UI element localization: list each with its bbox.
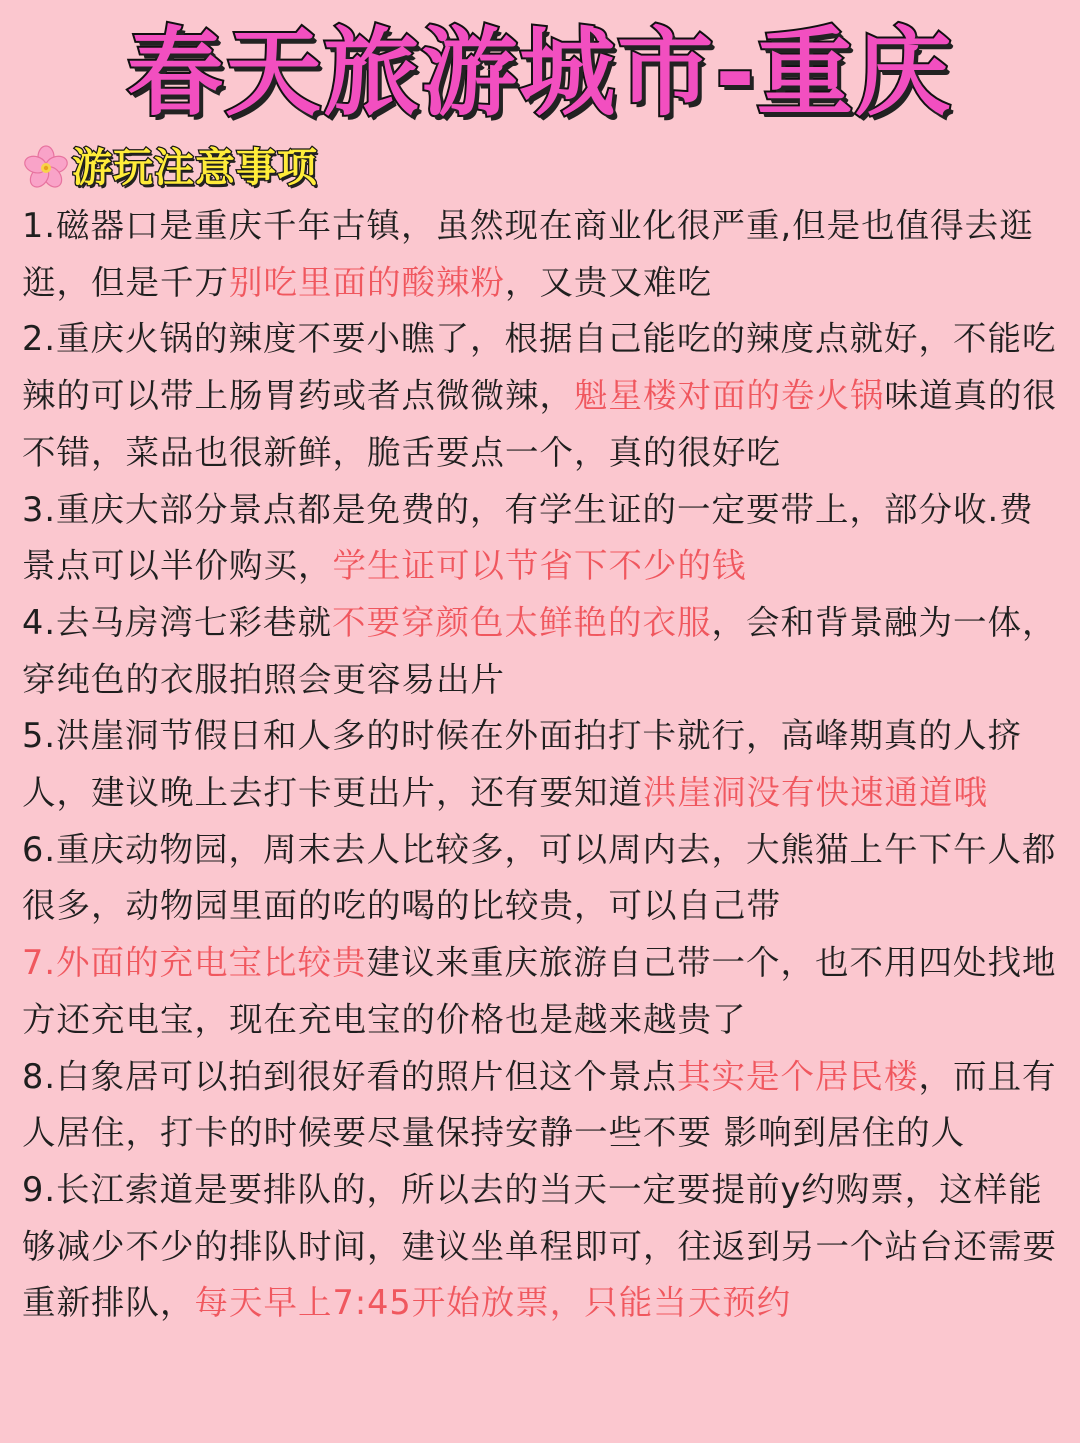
tip-highlight: 别吃里面的酸辣粉 [229, 262, 505, 302]
tip-highlight: 不要穿颜色太鲜艳的衣服 [331, 602, 712, 642]
tip-text: 5.洪崖洞节假日和人多的时候在外面拍打卡就行，高峰期真的人挤人，建议晚上去打卡更出片，还有要知道 [22, 716, 1022, 813]
tip-highlight: 每天早上7:45开始放票，只能当天预约 [194, 1283, 792, 1323]
tip-item [22, 1162, 1062, 1332]
tip-text: 6.重庆动物园，周末去人比较多，可以周内去，大熊猫上午下午人都很多，动物园里面的吃的喝的比较贵，可以自己带 [22, 829, 1057, 926]
page-title: 春天旅游城市-重庆 [127, 17, 953, 129]
tip-item [22, 311, 1062, 481]
tip-item [22, 198, 1062, 311]
section-header [22, 140, 318, 196]
tip-item [22, 595, 1062, 708]
tip-text: ，会和背景融为一体，穿纯色的衣服拍照会更容易出片 [22, 602, 1057, 699]
tip-highlight: 7. [22, 943, 56, 983]
tip-highlight: 其实是个居民楼 [676, 1056, 919, 1096]
tip-text: 1.磁器口是重庆千年古镇，虽然现在商业化很严重,但是也值得去逛逛，但是千万 [22, 206, 1034, 302]
tip-item [22, 708, 1062, 821]
tip-item [22, 935, 1062, 1048]
tip-highlight: 洪崖洞没有快速通道哦 [643, 773, 988, 813]
tip-text: 2.重庆火锅的辣度不要小瞧了，根据自己能吃的辣度点就好，不能吃辣的可以带上肠胃药或者点微微辣， [22, 319, 1057, 416]
tip-text: ，又贵又难吃 [505, 262, 712, 302]
tip-text: 3.重庆大部分景点都是免费的，有学生证的一定要带上，部分收.费景点可以半价购买， [22, 489, 1034, 586]
tip-item [22, 1049, 1062, 1162]
tip-text: 9.长江索道是要排队的，所以去的当天一定要提前y约购票，这样能够减少不少的排队时间，建议坐单程即可，往返到另一个站台还需要重新排队， [22, 1169, 1057, 1323]
section-heading: 游玩注意事项 [72, 145, 318, 191]
tips-list [22, 198, 1062, 1332]
tip-text: 4.去马房湾七彩巷就 [22, 602, 332, 642]
tip-text: 味道真的很不错，菜品也很新鲜，脆舌要点一个，真的很好吃 [22, 376, 1057, 472]
tip-text: ，而且有人居住，打卡的时候要尽量保持安静一些不要 影响到居住的人 [22, 1056, 1057, 1153]
tip-text: 建议来重庆旅游自己带一个，也不用四处找地方还充电宝，现在充电宝的价格也是越来越贵了 [22, 943, 1057, 1039]
cherry-blossom-icon [22, 144, 70, 192]
tip-item [22, 822, 1062, 935]
tip-text: 8.白象居可以拍到很好看的照片但这个景点 [22, 1056, 677, 1096]
tip-item [22, 482, 1062, 595]
tip-highlight: 外面的充电宝比较贵 [55, 943, 367, 983]
tip-highlight: 魁星楼对面的卷火锅 [574, 376, 885, 416]
tip-highlight: 学生证可以节省下不少的钱 [332, 546, 747, 586]
